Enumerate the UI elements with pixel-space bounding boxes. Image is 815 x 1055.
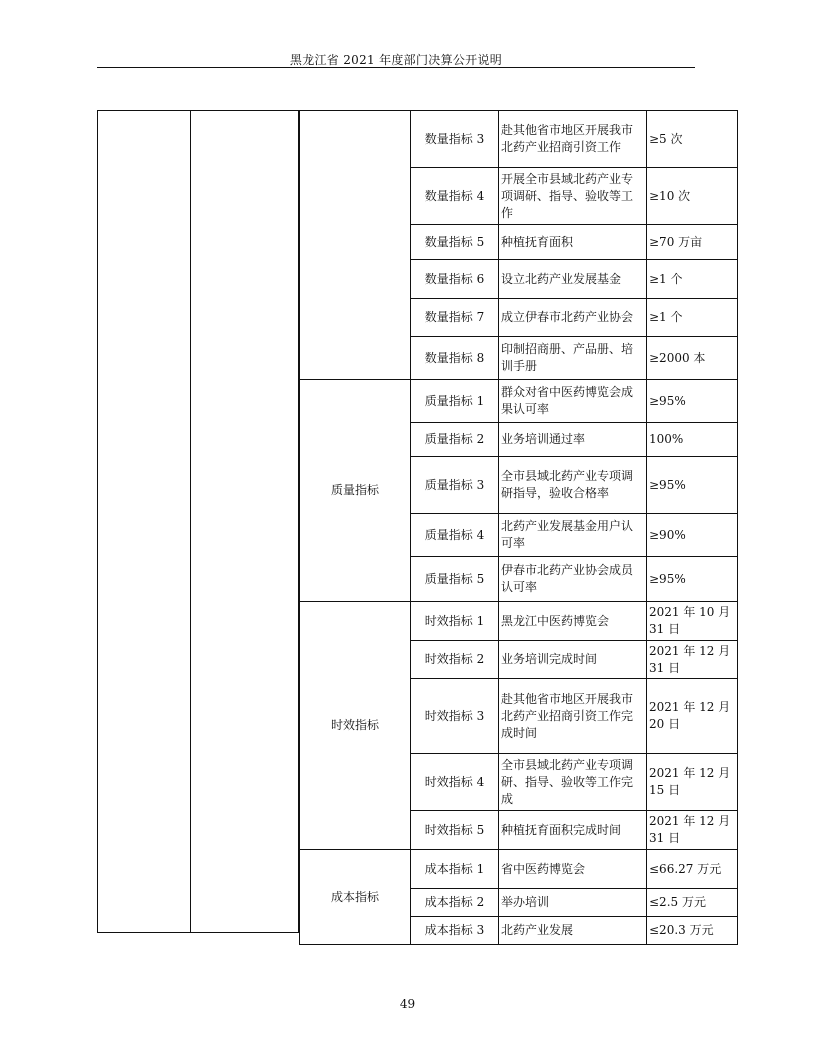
content-cell: 举办培训 (499, 889, 647, 917)
content-cell: 印制招商册、产品册、培训手册 (499, 337, 647, 380)
value-cell: ≥2000 本 (647, 337, 738, 380)
indicator-cell: 时效指标 2 (411, 641, 499, 679)
content-cell: 群众对省中医药博览会成果认可率 (499, 380, 647, 423)
document-header: 黑龙江省 2021 年度部门决算公开说明 (289, 53, 503, 67)
table-row (300, 380, 738, 423)
indicator-cell: 质量指标 2 (411, 423, 499, 457)
category-cell: 时效指标 (300, 602, 411, 850)
indicator-cell: 数量指标 4 (411, 168, 499, 225)
indicator-cell: 成本指标 3 (411, 917, 499, 945)
value-cell: ≥10 次 (647, 168, 738, 225)
indicator-cell: 时效指标 5 (411, 811, 499, 850)
indicator-cell: 时效指标 1 (411, 602, 499, 641)
table-row (300, 602, 738, 641)
content-cell: 成立伊春市北药产业协会 (499, 299, 647, 337)
indicator-cell: 质量指标 5 (411, 557, 499, 602)
content-cell: 省中医药博览会 (499, 850, 647, 889)
value-cell: ≥95% (647, 457, 738, 514)
indicator-cell: 数量指标 3 (411, 111, 499, 168)
indicator-cell: 成本指标 2 (411, 889, 499, 917)
value-cell: 2021 年 12 月 31 日 (647, 641, 738, 679)
value-cell: ≥70 万亩 (647, 225, 738, 260)
content-cell: 北药产业发展 (499, 917, 647, 945)
content-cell: 设立北药产业发展基金 (499, 260, 647, 299)
column-divider (190, 111, 191, 932)
header-rule (97, 67, 695, 68)
indicator-cell: 质量指标 1 (411, 380, 499, 423)
indicator-cell: 质量指标 4 (411, 514, 499, 557)
value-cell: ≥90% (647, 514, 738, 557)
content-cell: 业务培训通过率 (499, 423, 647, 457)
indicator-cell: 数量指标 6 (411, 260, 499, 299)
content-cell: 业务培训完成时间 (499, 641, 647, 679)
content-cell: 全市县域北药产业专项调研指导，验收合格率 (499, 457, 647, 514)
value-cell: ≥1 个 (647, 260, 738, 299)
content-cell: 黑龙江中医药博览会 (499, 602, 647, 641)
page-number: 49 (399, 997, 416, 1011)
category-cell: 成本指标 (300, 850, 411, 945)
indicator-cell: 数量指标 8 (411, 337, 499, 380)
value-cell: ≥5 次 (647, 111, 738, 168)
value-cell: ≥1 个 (647, 299, 738, 337)
value-cell: 2021 年 12 月 31 日 (647, 811, 738, 850)
content-cell: 全市县域北药产业专项调研、指导、验收等工作完成 (499, 754, 647, 811)
indicator-cell: 质量指标 3 (411, 457, 499, 514)
outer-category-columns (97, 110, 299, 933)
content-cell: 伊春市北药产业协会成员认可率 (499, 557, 647, 602)
value-cell: ≤2.5 万元 (647, 889, 738, 917)
content-cell: 种植抚育面积 (499, 225, 647, 260)
value-cell: 2021 年 10 月 31 日 (647, 602, 738, 641)
value-cell: ≤66.27 万元 (647, 850, 738, 889)
table-row (300, 111, 738, 168)
value-cell: ≥95% (647, 557, 738, 602)
value-cell: 2021 年 12 月 20 日 (647, 679, 738, 754)
indicator-cell: 数量指标 5 (411, 225, 499, 260)
indicator-cell: 时效指标 3 (411, 679, 499, 754)
value-cell: 2021 年 12 月 15 日 (647, 754, 738, 811)
category-cell: 质量指标 (300, 380, 411, 602)
performance-indicator-table (299, 110, 738, 945)
content-cell: 赴其他省市地区开展我市北药产业招商引资工作 (499, 111, 647, 168)
content-cell: 赴其他省市地区开展我市北药产业招商引资工作完成时间 (499, 679, 647, 754)
table-row (300, 850, 738, 889)
indicator-cell: 数量指标 7 (411, 299, 499, 337)
content-cell: 种植抚育面积完成时间 (499, 811, 647, 850)
content-cell: 开展全市县域北药产业专项调研、指导、验收等工作 (499, 168, 647, 225)
indicator-cell: 时效指标 4 (411, 754, 499, 811)
category-cell (300, 111, 411, 380)
value-cell: ≥95% (647, 380, 738, 423)
indicator-cell: 成本指标 1 (411, 850, 499, 889)
value-cell: 100% (647, 423, 738, 457)
content-cell: 北药产业发展基金用户认可率 (499, 514, 647, 557)
value-cell: ≤20.3 万元 (647, 917, 738, 945)
